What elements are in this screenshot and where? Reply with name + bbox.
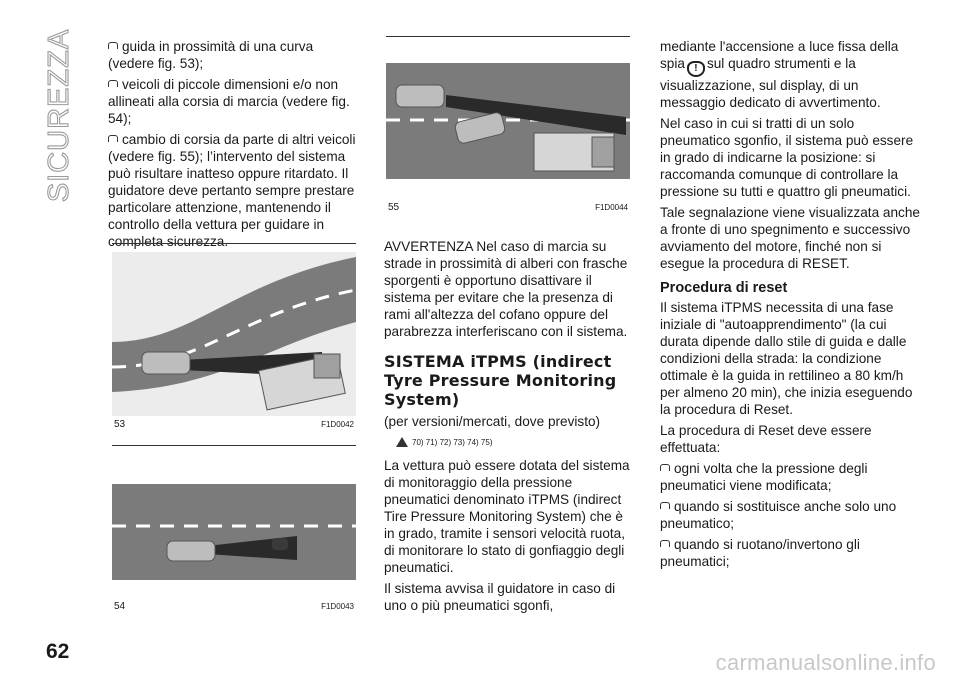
page-number: 62 [46,640,70,663]
figure-54-illustration [112,454,356,594]
tyre-pressure-warning-icon: ! [687,61,705,77]
paragraph: Il sistema iTPMS necessita di una fase iniziale di "autoapprendimento" (la cui durata dipende dallo stile di guida e dalle condizioni della strada: la condizione ottimale è la guida in rettilineo a 80 km/h per almeno 20 min), che inizia eseguendo la procedura di Reset. [660,300,913,417]
paragraph: Nel caso in cui si tratti di un solo pneumatico sgonfio, il sistema può essere in grado di indicarne la posizione: si raccomanda comunque di controllare la pressione su tutti e quattro gli pneumatici. [660,116,914,199]
bullet-icon [108,135,118,142]
column-2 [384,238,632,618]
figure-code: F1D0044 [595,203,628,212]
bullet-icon [108,80,118,87]
figure-number: 55 [388,202,400,213]
paragraph: Tale segnalazione viene visualizzata anche a fronte di uno spegnimento e successivo avviamento del motore, finché non si esegue la procedura di RESET. [660,205,920,271]
list-item: quando si sostituisce anche solo uno pneumatico; [660,499,897,531]
figure-53-illustration [112,252,356,416]
list-item: veicoli di piccole dimensioni e/o non allineati alla corsia di marcia (vedere fig. 54); [108,77,350,126]
figure-code: F1D0042 [321,420,354,429]
column-1 [108,38,358,254]
paragraph: mediante l'accensione a luce fissa della spia ! sul quadro strumenti e la visualizzazione, sul display, di un messaggio dedicato di avvertimento. [660,39,899,110]
bullet-icon [660,464,670,471]
watermark: carmanualsonline.info [715,650,936,675]
figure-number: 53 [114,419,126,430]
figure-number: 54 [114,601,126,612]
versions-note: (per versioni/mercati, dove previsto) [384,414,601,429]
figure-code: F1D0043 [321,602,354,611]
warning-refs: 70) 71) 72) 73) 74) 75) [396,434,632,451]
paragraph: La vettura può essere dotata del sistema di monitoraggio della pressione pneumatici denominato iTPMS (indirect Tire Pressure Monitoring System) che è in grado, tramite i sensori velocità ruota, di monitorare lo stato di gonfiaggio degli pneumatici. [384,458,630,575]
list-item: ogni volta che la pressione degli pneumatici viene modificata; [660,461,868,493]
bullet-icon [660,540,670,547]
paragraph: Il sistema avvisa il guidatore in caso di uno o più pneumatici sgonfi, [384,581,616,613]
warning-text: AVVERTENZA Nel caso di marcia su strade in prossimità di alberi con frasche sporgenti è opportuno disattivare il sistema per evitare che la presenza di rami all'altezza del cofano oppure del parabrezza interferiscano con il sistema. [384,239,628,339]
figure-55-illustration [386,45,630,197]
warning-triangle-icon [396,437,408,447]
column-3 [660,38,922,574]
figure-54 [112,445,356,615]
section-title: SISTEMA iTPMS (indirect Tyre Pressure Monitoring System) [384,352,617,409]
bullet-icon [108,42,118,49]
list-item: cambio di corsia da parte di altri veicoli (vedere fig. 55); l’intervento del sistema può risultare inatteso oppure ritardato. Il guidatore deve pertanto sempre prestare particolare attenzione, mantenendo il controllo della vettura per guidare in completa sicurezza. [108,132,356,249]
figure-53 [112,243,356,433]
side-section-label: SICUREZZA [43,28,76,202]
side-section-tab [40,30,80,200]
figure-55 [386,36,630,216]
list-item: guida in prossimità di una curva (vedere fig. 53); [108,39,314,71]
subsection-title: Procedura di reset [660,280,788,296]
list-item: quando si ruotano/invertono gli pneumatici; [660,537,860,569]
bullet-icon [660,502,670,509]
paragraph: La procedura di Reset deve essere effettuata: [660,423,872,455]
